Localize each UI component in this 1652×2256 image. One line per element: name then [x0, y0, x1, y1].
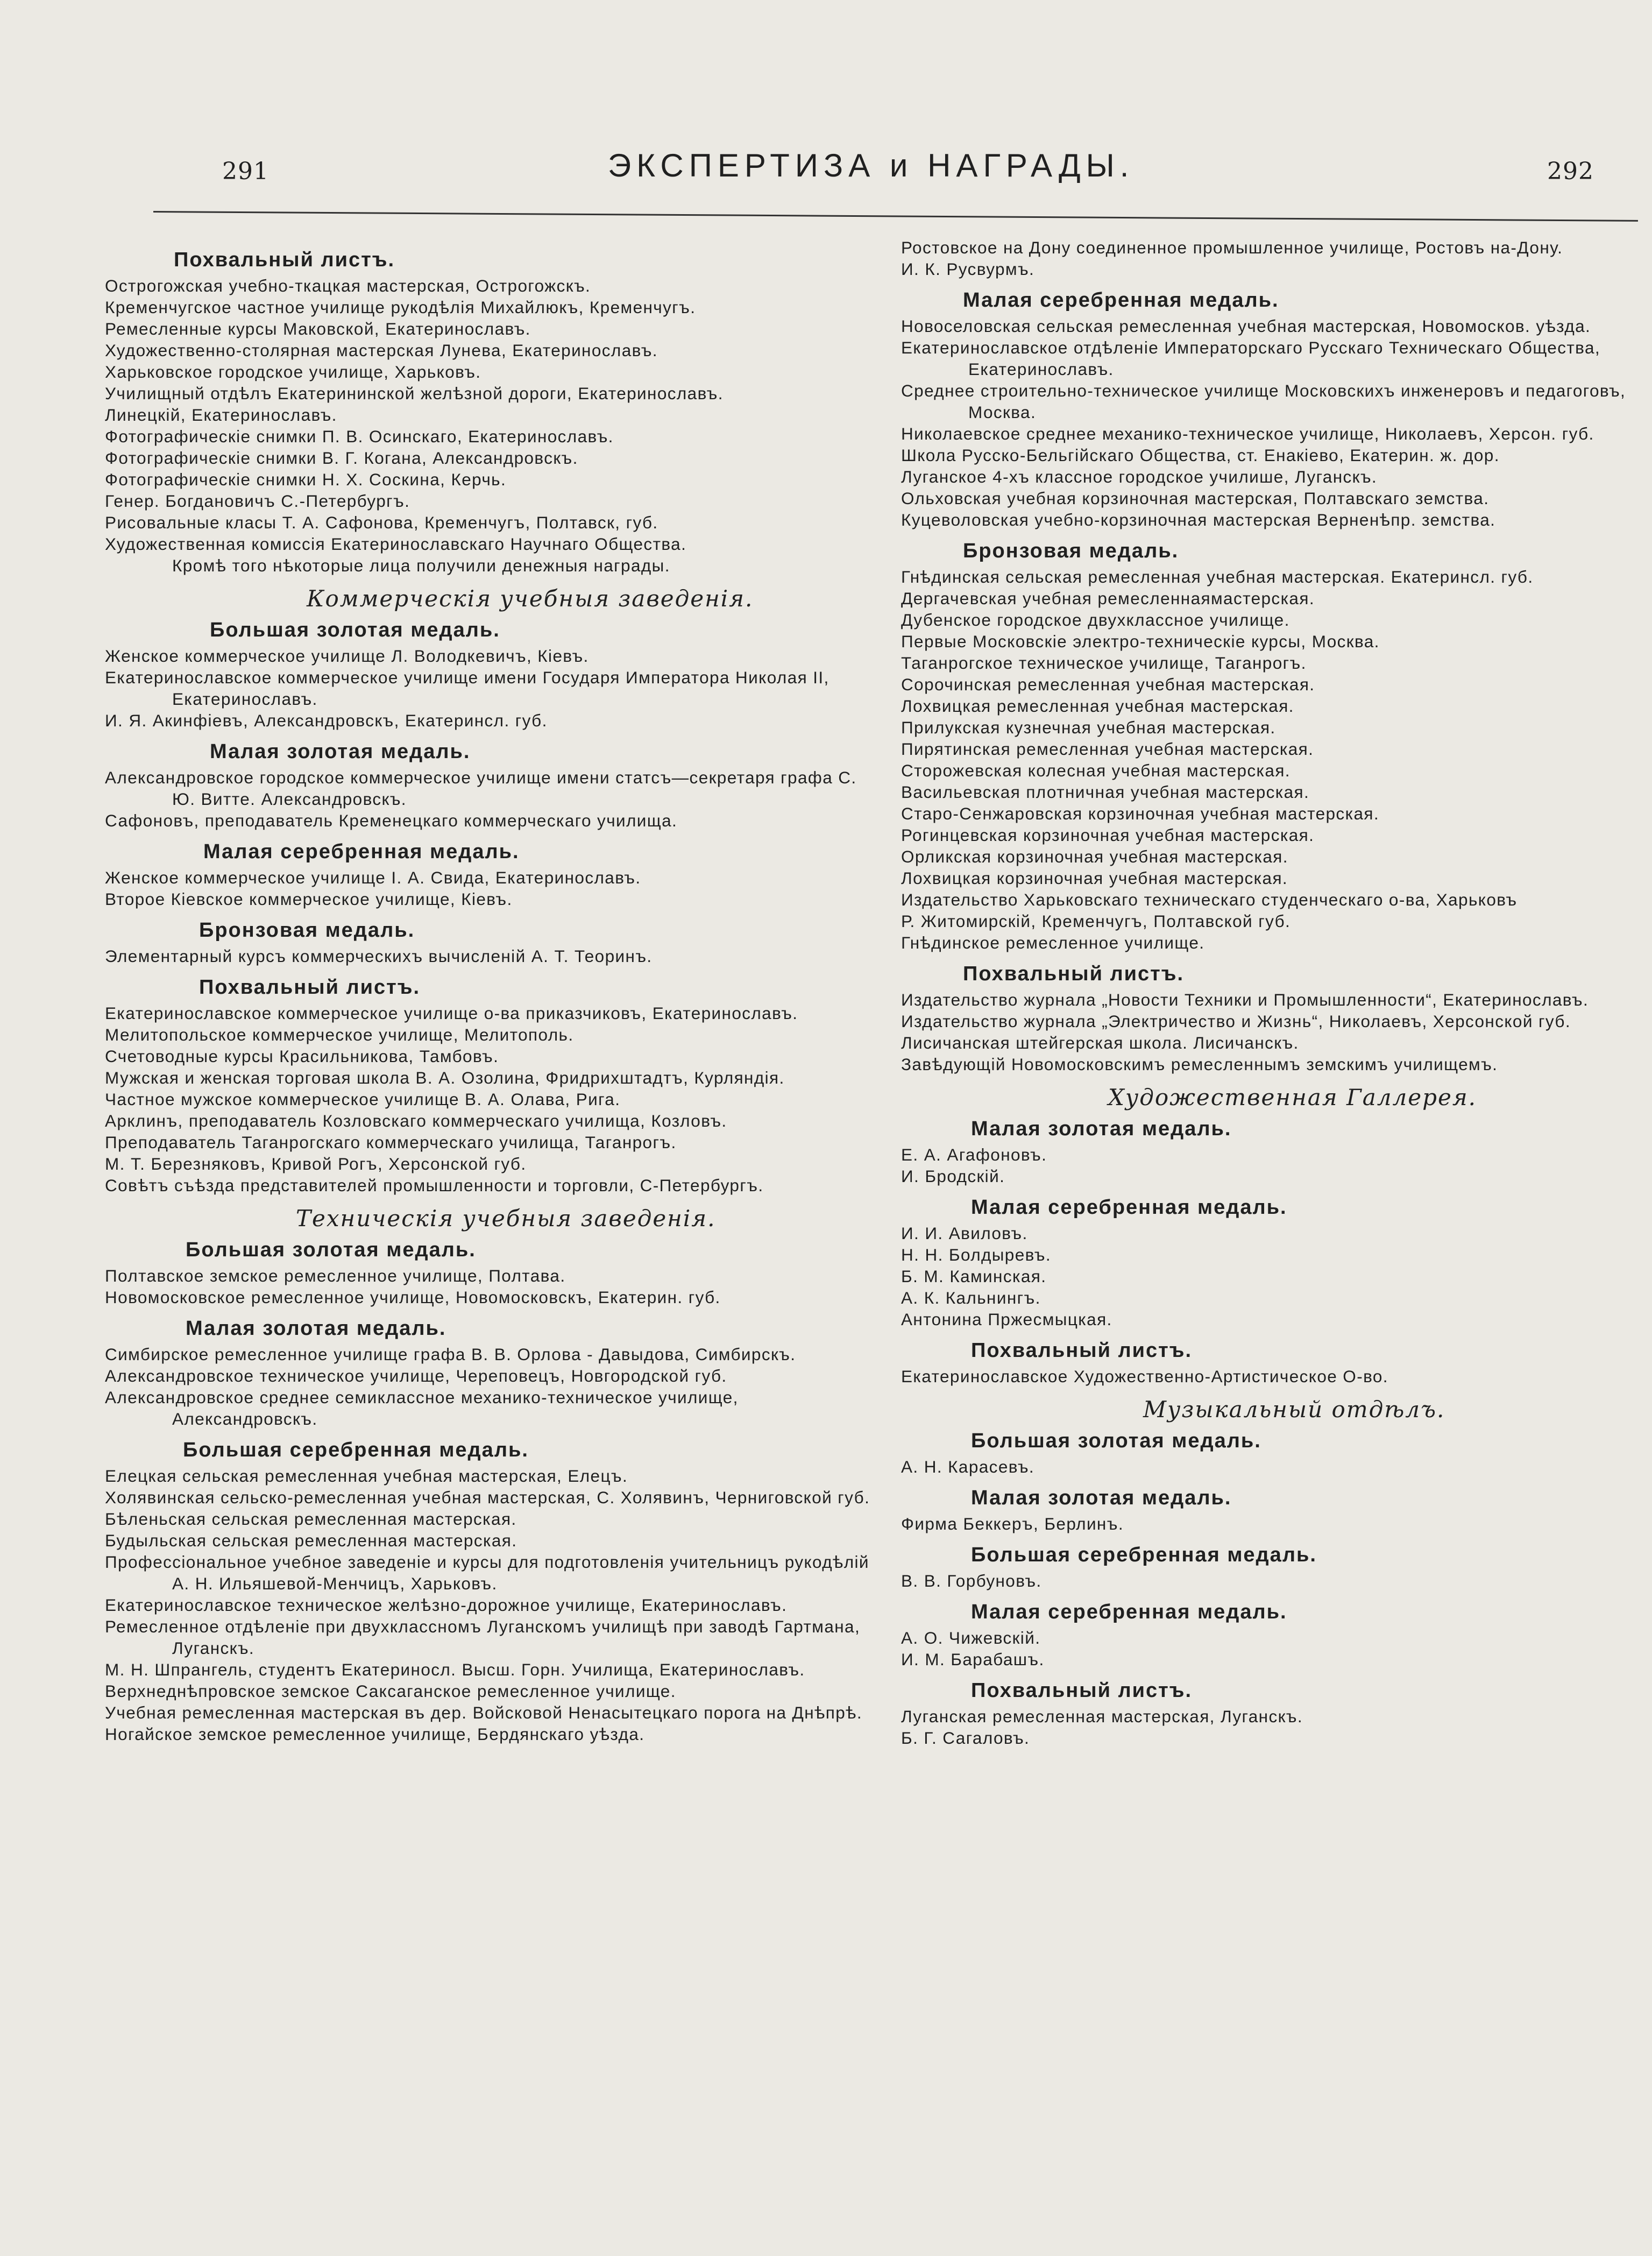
award-block — [901, 1118, 1638, 1187]
list-item: И. Бродскій. — [901, 1166, 1005, 1186]
list-item: Сторожевская колесная учебная мастерская. — [901, 761, 1291, 780]
list-item: Александровское техническое училище, Череповецъ, Новгородской губ. — [105, 1366, 727, 1385]
award-block — [901, 1544, 1638, 1592]
list-item: Екатеринославское отдѣленіе Императорскаго Русскаго Техническаго Общества, Екатеринославъ. — [901, 338, 1601, 379]
award-block — [901, 1430, 1638, 1477]
award-heading: Большая золотая медаль. — [971, 1430, 1261, 1452]
list-item: Старо-Сенжаровская корзиночная учебная мастерская. — [901, 804, 1379, 823]
award-block — [105, 920, 880, 967]
list-item: Ремесленное отдѣленіе при двухклассномъ Луганскомъ училищѣ при заводѣ Гартмана, Луганскъ. — [105, 1617, 861, 1658]
award-block — [901, 1197, 1638, 1330]
list-item: Завѣдующій Новомосковскимъ ремесленнымъ земскимъ училищемъ. — [901, 1055, 1498, 1074]
list-item: И. И. Авиловъ. — [901, 1224, 1028, 1243]
list-item: Екатеринославское Художественно-Артистическое О-во. — [901, 1367, 1388, 1386]
list-item: Лисичанская штейгерская школа. Лисичанскъ. — [901, 1033, 1299, 1052]
award-block — [105, 1318, 880, 1430]
list-item: А. К. Кальнингъ. — [901, 1288, 1041, 1307]
header-rule — [153, 211, 1638, 222]
list-item: Художественно-столярная мастерская Лунева, Екатеринославъ. — [105, 341, 658, 360]
list-item: Александровское городское коммерческое училище имени статсъ—секретаря графа С. Ю. Витте. Александровскъ. — [105, 768, 857, 809]
list-item: Б. Г. Сагаловъ. — [901, 1728, 1030, 1748]
page-number-right: 292 — [1547, 158, 1594, 185]
list-item: А. Н. Карасевъ. — [901, 1457, 1035, 1476]
list-item: Фотографическіе снимки Н. Х. Соскина, Керчь. — [105, 470, 507, 489]
list-item: И. К. Русвурмъ. — [901, 259, 1035, 279]
block-note: Кромѣ того нѣкоторые лица получили денежныя награды. — [172, 556, 670, 575]
list-item: Женское коммерческое училище І. А. Свида, Екатеринославъ. — [105, 868, 641, 887]
list-item: Ольховская учебная корзиночная мастерская, Полтавскаго земства. — [901, 489, 1490, 508]
award-heading: Малая золотая медаль. — [186, 1317, 446, 1340]
section-heading: Техническія учебныя заведенія. — [296, 1205, 716, 1232]
list-item: Арклинъ, преподаватель Козловскаго коммерческаго училища, Козловъ. — [105, 1111, 727, 1130]
list-item: М. Н. Шпрангель, студентъ Екатериносл. Высш. Горн. Училища, Екатеринославъ. — [105, 1660, 805, 1679]
award-heading: Малая серебренная медаль. — [963, 289, 1279, 312]
award-heading: Малая серебренная медаль. — [971, 1601, 1287, 1623]
list-item: Художественная комиссія Екатеринославскаго Научнаго Общества. — [105, 534, 687, 554]
award-block — [901, 237, 1638, 280]
award-heading: Малая серебренная медаль. — [971, 1196, 1287, 1219]
list-item: Частное мужское коммерческое училище В. А. Олава, Рига. — [105, 1090, 621, 1109]
award-heading: Малая серебренная медаль. — [203, 840, 520, 863]
list-item: Александровское среднее семиклассное механико-техническое училище, Александровскъ. — [105, 1388, 739, 1428]
list-item: Дубенское городское двухклассное училище. — [901, 610, 1290, 630]
list-item: Е. А. Агафоновъ. — [901, 1145, 1047, 1164]
section-heading: Коммерческія учебныя заведенія. — [307, 585, 754, 612]
list-item: Фирма Беккеръ, Берлинъ. — [901, 1514, 1124, 1533]
list-item: Ремесленные курсы Маковской, Екатеринославъ. — [105, 319, 531, 338]
award-heading: Малая золотая медаль. — [971, 1118, 1232, 1140]
award-block — [901, 1340, 1638, 1387]
list-item: Симбирское ремесленное училище графа В. В. Орлова - Давыдова, Симбирскъ. — [105, 1345, 796, 1364]
list-item: Рогинцевская корзиночная учебная мастерская. — [901, 825, 1315, 845]
award-heading: Бронзовая медаль. — [199, 919, 415, 942]
running-title: ЭКСПЕРТИЗА и НАГРАДЫ. — [608, 147, 1135, 183]
list-item: А. О. Чижевскій. — [901, 1628, 1041, 1647]
list-item: Женское коммерческое училище Л. Володкевичъ, Кіевъ. — [105, 646, 589, 666]
award-heading: Большая серебренная медаль. — [971, 1544, 1317, 1566]
section-heading: Художественная Галлерея. — [1108, 1084, 1477, 1111]
list-item: Гнѣдинское ремесленное училище. — [901, 933, 1205, 952]
list-item: Генер. Богдановичъ С.-Петербургъ. — [105, 491, 410, 511]
award-heading: Малая золотая медаль. — [210, 740, 471, 763]
list-item: М. Т. Березняковъ, Кривой Рогъ, Херсонской губ. — [105, 1154, 527, 1173]
list-item: Лохвицкая ремесленная учебная мастерская. — [901, 696, 1294, 716]
award-block — [105, 619, 880, 731]
list-item: Р. Житомирскій, Кременчугъ, Полтавской губ. — [901, 911, 1291, 931]
list-item: Сафоновъ, преподаватель Кременецкаго коммерческаго училища. — [105, 811, 678, 830]
award-heading: Большая золотая медаль. — [210, 619, 500, 641]
list-item: Рисовальные класы Т. А. Сафонова, Кременчугъ, Полтавск, губ. — [105, 513, 658, 532]
list-item: Издательство журнала „Новости Техники и Промышленности“, Екатеринославъ. — [901, 990, 1589, 1009]
list-item: Счетоводные курсы Красильникова, Тамбовъ. — [105, 1046, 499, 1066]
list-item: Издательство Харьковскаго техническаго студенческаго о-ва, Харьковъ — [901, 890, 1518, 909]
list-item: Луганская ремесленная мастерская, Луганскъ. — [901, 1707, 1303, 1726]
award-heading: Похвальный листъ. — [963, 963, 1185, 985]
list-item: Верхнеднѣпровское земское Саксаганское ремесленное училище. — [105, 1681, 676, 1701]
award-block — [901, 963, 1638, 1075]
list-item: Преподаватель Таганрогскаго коммерческаго училища, Таганрогъ. — [105, 1133, 677, 1152]
list-item: Антонина Пржесмыцкая. — [901, 1310, 1112, 1329]
list-item: Второе Кіевское коммерческое училище, Кіевъ. — [105, 889, 513, 909]
award-block — [105, 1439, 880, 1745]
list-item: Первые Московскіе электро-техническіе курсы, Москва. — [901, 632, 1380, 651]
list-item: Дергачевская учебная ремесленнаямастерская. — [901, 589, 1315, 608]
list-item: Кременчугское частное училище рукодѣлія Михайлюкъ, Кременчугъ. — [105, 298, 696, 317]
award-block — [901, 1680, 1638, 1749]
list-item: Н. Н. Болдыревъ. — [901, 1245, 1051, 1264]
award-block — [105, 1239, 880, 1308]
list-item: Учебная ремесленная мастерская въ дер. Войсковой Ненасытецкаго порога на Днѣпрѣ. — [105, 1703, 863, 1722]
list-item: Елецкая сельская ремесленная учебная мастерская, Елецъ. — [105, 1466, 628, 1486]
list-item: Среднее строительно-техническое училище Московскихъ инженеровъ и педагоговъ, Москва. — [901, 381, 1626, 422]
list-item: Харьковское городское училище, Харьковъ. — [105, 362, 481, 381]
award-block — [105, 841, 880, 910]
list-item: Бѣленьская сельская ремесленная мастерская. — [105, 1509, 517, 1529]
list-item: Прилукская кузнечная учебная мастерская. — [901, 718, 1276, 737]
list-item: Васильевская плотничная учебная мастерская. — [901, 782, 1310, 802]
award-heading: Бронзовая медаль. — [963, 540, 1179, 562]
list-item: И. Я. Акинфіевъ, Александровскъ, Екатеринсл. губ. — [105, 711, 548, 730]
list-item: Екатеринославское техническое желѣзно-дорожное училище, Екатеринославъ. — [105, 1595, 788, 1615]
list-item: Фотографическіе снимки В. Г. Когана, Александровскъ. — [105, 448, 578, 468]
list-item: Училищный отдѣлъ Екатерининской желѣзной дороги, Екатеринославъ. — [105, 384, 724, 403]
list-item: Острогожская учебно-ткацкая мастерская, Острогожскъ. — [105, 276, 591, 295]
list-item: Мужская и женская торговая школа В. А. Озолина, Фридрихштадтъ, Курляндія. — [105, 1068, 785, 1087]
list-item: Новоселовская сельская ремесленная учебная мастерская, Новомосков. уѣзда. — [901, 316, 1591, 336]
list-item: Будыльская сельская ремесленная мастерская. — [105, 1531, 517, 1550]
award-heading: Большая золотая медаль. — [186, 1239, 476, 1261]
list-item: Орликская корзиночная учебная мастерская. — [901, 847, 1288, 866]
award-block — [105, 977, 880, 1196]
award-heading: Малая золотая медаль. — [971, 1487, 1232, 1509]
award-heading: Похвальный листъ. — [174, 249, 395, 271]
list-item: Николаевское среднее механико-техническое училище, Николаевъ, Херсон. губ. — [901, 424, 1594, 443]
list-item: Екатеринославское коммерческое училище имени Государя Императора Николая II, Екатеринославъ. — [105, 668, 829, 709]
list-item: Фотографическіе снимки П. В. Осинскаго, Екатеринославъ. — [105, 427, 614, 446]
award-block — [901, 289, 1638, 531]
list-item: Профессіональное учебное заведеніе и курсы для подготовленія учительницъ рукодѣлій А. Н. Ильяшевой-Менчицъ, Харьковъ. — [105, 1552, 869, 1593]
list-item: Ростовское на Дону соединенное промышленное училище, Ростовъ на-Дону. — [901, 238, 1563, 257]
list-item: И. М. Барабашъ. — [901, 1650, 1045, 1669]
award-block — [901, 1601, 1638, 1670]
section-heading: Музыкальный отдѣлъ. — [1143, 1396, 1445, 1423]
award-block — [105, 249, 880, 576]
award-block — [105, 741, 880, 831]
award-heading: Похвальный листъ. — [199, 976, 421, 999]
list-item: Совѣтъ съѣзда представителей промышленности и торговли, С-Петербургъ. — [105, 1176, 764, 1195]
page-number-left: 291 — [222, 158, 269, 185]
list-item: Ногайское земское ремесленное училище, Бердянскаго уѣзда. — [105, 1724, 645, 1744]
list-item: Мелитопольское коммерческое училище, Мелитополь. — [105, 1025, 574, 1044]
list-item: Элементарный курсъ коммерческихъ вычисленій А. Т. Теоринъ. — [105, 946, 653, 966]
right-column — [901, 237, 1638, 1749]
list-item: Б. М. Каминская. — [901, 1267, 1047, 1286]
list-item: Куцеволовская учебно-корзиночная мастерская Верненѣпр. земства. — [901, 510, 1496, 529]
list-item: Издательство журнала „Электричество и Жизнь“, Николаевъ, Херсонской губ. — [901, 1012, 1571, 1031]
award-block — [901, 1487, 1638, 1534]
award-heading: Похвальный листъ. — [971, 1339, 1193, 1362]
left-column — [105, 239, 880, 1745]
award-heading: Большая серебренная медаль. — [183, 1439, 529, 1461]
list-item: Екатеринославское коммерческое училище о-ва приказчиковъ, Екатеринославъ. — [105, 1003, 798, 1023]
list-item: Школа Русско-Бельгійскаго Общества, ст. Енакіево, Екатерин. ж. дор. — [901, 445, 1500, 465]
list-item: Холявинская сельско-ремесленная учебная мастерская, С. Холявинъ, Черниговской губ. — [105, 1488, 870, 1507]
award-heading: Похвальный листъ. — [971, 1679, 1193, 1702]
list-item: Новомосковское ремесленное училище, Новомосковскъ, Екатерин. губ. — [105, 1288, 721, 1307]
list-item: Лохвицкая корзиночная учебная мастерская. — [901, 868, 1288, 888]
list-item: В. В. Горбуновъ. — [901, 1571, 1042, 1590]
list-item: Линецкій, Екатеринославъ. — [105, 405, 337, 425]
list-item: Полтавское земское ремесленное училище, Полтава. — [105, 1266, 566, 1285]
list-item: Сорочинская ремесленная учебная мастерская. — [901, 675, 1315, 694]
list-item: Таганрогское техническое училище, Таганрогъ. — [901, 653, 1307, 673]
list-item: Луганское 4-хъ классное городское училише, Луганскъ. — [901, 467, 1378, 486]
list-item: Гнѣдинская сельская ремесленная учебная мастерская. Екатеринсл. губ. — [901, 567, 1534, 586]
award-block — [901, 540, 1638, 953]
list-item: Пирятинская ремесленная учебная мастерская. — [901, 739, 1314, 759]
